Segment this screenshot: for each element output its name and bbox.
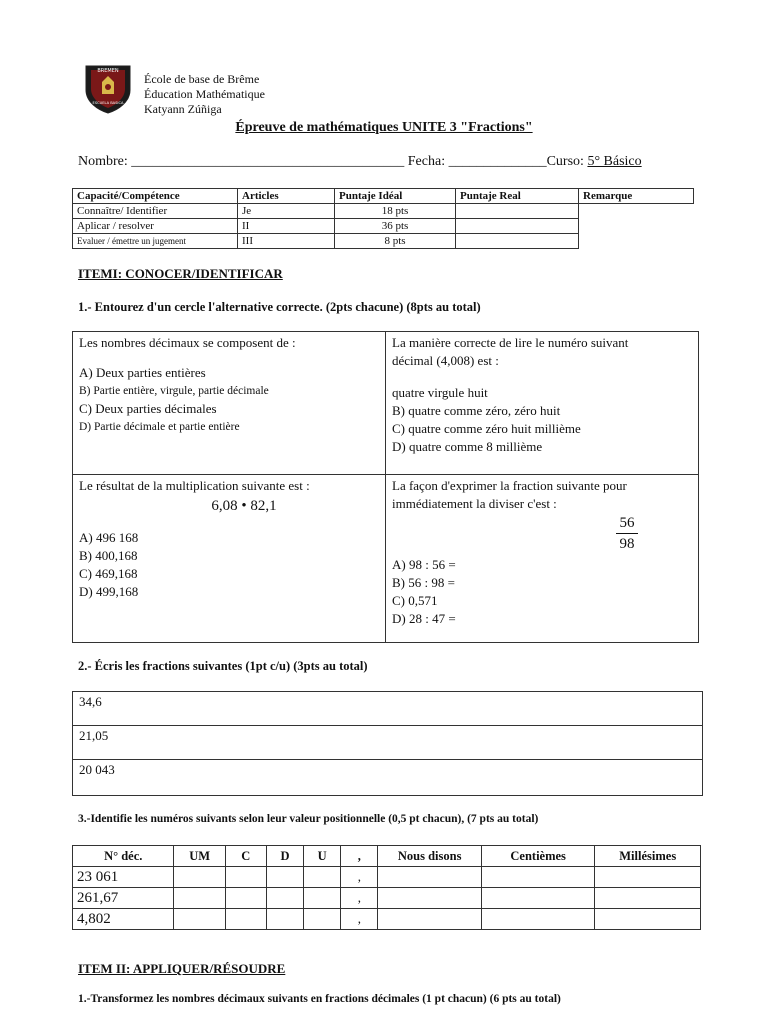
real-cell[interactable] bbox=[456, 219, 579, 234]
header-u: U bbox=[304, 846, 341, 867]
mcq-grid bbox=[72, 331, 699, 643]
option-c[interactable]: C) Deux parties décimales bbox=[79, 401, 217, 416]
comma-cell: , bbox=[341, 909, 378, 930]
number-cell: 23 061 bbox=[73, 867, 174, 888]
fraction-numerator: 56 bbox=[616, 513, 638, 534]
header-c: C bbox=[225, 846, 266, 867]
number-cell: 4,802 bbox=[73, 909, 174, 930]
question-text: Le résultat de la multiplication suivante est : bbox=[79, 478, 310, 493]
option-a[interactable]: A) Deux parties entières bbox=[79, 365, 206, 380]
header-real: Puntaje Real bbox=[456, 189, 579, 204]
comma-cell: , bbox=[341, 888, 378, 909]
real-cell[interactable] bbox=[456, 204, 579, 219]
table-row bbox=[73, 888, 701, 909]
header-millesimes: Millésimes bbox=[595, 846, 701, 867]
article-cell: III bbox=[238, 234, 335, 249]
table-row bbox=[73, 204, 694, 219]
option-a[interactable]: A) 98 : 56 = bbox=[392, 557, 456, 572]
option-b[interactable]: B) quatre comme zéro, zéro huit bbox=[392, 403, 561, 418]
teacher-name: Katyann Zúñiga bbox=[144, 102, 222, 116]
place-value-table bbox=[72, 845, 701, 930]
option-c[interactable]: C) quatre comme zéro huit millième bbox=[392, 421, 581, 436]
real-cell[interactable] bbox=[456, 234, 579, 249]
student-info-row bbox=[78, 154, 642, 170]
table-row[interactable] bbox=[73, 692, 702, 726]
school-logo bbox=[82, 64, 134, 114]
option-c[interactable]: C) 0,571 bbox=[392, 593, 438, 608]
mcq-cell-fraction bbox=[386, 475, 698, 630]
ideal-cell: 36 pts bbox=[335, 219, 456, 234]
fecha-label: Fecha: bbox=[407, 154, 446, 169]
question-text: décimal (4,008) est : bbox=[392, 353, 499, 368]
ideal-cell: 18 pts bbox=[335, 204, 456, 219]
header-comma: , bbox=[341, 846, 378, 867]
table-row[interactable] bbox=[73, 726, 702, 760]
table-row bbox=[73, 234, 694, 249]
item2-heading: ITEM II: APPLIQUER/RÉSOUDRE bbox=[78, 961, 286, 976]
exam-title: Épreuve de mathématiques UNITE 3 "Fractions" bbox=[235, 120, 533, 135]
option-d[interactable]: D) quatre comme 8 millième bbox=[392, 439, 543, 454]
item1-heading: ITEMI: CONOCER/IDENTIFICAR bbox=[78, 266, 283, 281]
option-b[interactable]: B) Partie entière, virgule, partie décimale bbox=[79, 385, 269, 397]
competence-cell: Aplicar / resolver bbox=[73, 219, 238, 234]
q1-prompt: 1.- Entourez d'un cercle l'alternative correcte. (2pts chacune) (8pts au total) bbox=[78, 300, 481, 314]
curso-label: Curso: bbox=[546, 154, 584, 169]
expression: 6,08 • 82,1 bbox=[211, 498, 277, 514]
article-cell: Je bbox=[238, 204, 335, 219]
header-competence: Capacité/Compétence bbox=[73, 189, 238, 204]
option-d[interactable]: D) 499,168 bbox=[79, 584, 139, 599]
curso-value: 5° Básico bbox=[587, 154, 642, 169]
svg-text:BREMEN: BREMEN bbox=[97, 68, 119, 74]
question-text: La façon d'exprimer la fraction suivante pour bbox=[392, 478, 627, 493]
fecha-field[interactable]: ______________ bbox=[448, 154, 547, 169]
question-text: La manière correcte de lire le numéro suivant bbox=[392, 335, 629, 350]
question-text: immédiatement la diviser c'est : bbox=[392, 496, 557, 511]
nombre-label: Nombre: bbox=[78, 154, 128, 169]
option-a[interactable]: A) 496 168 bbox=[79, 530, 139, 545]
option-b[interactable]: B) 400,168 bbox=[79, 548, 138, 563]
header-d: D bbox=[266, 846, 303, 867]
item2-q1-prompt: 1.-Transformez les nombres décimaux suivants en fractions décimales (1 pt chacun) (6 pts au total) bbox=[78, 993, 561, 1005]
header-remarque: Remarque bbox=[579, 189, 694, 204]
score-table bbox=[72, 188, 694, 249]
mcq-cell-reading bbox=[386, 332, 698, 458]
header-articles: Articles bbox=[238, 189, 335, 204]
option-c[interactable]: C) 469,168 bbox=[79, 566, 138, 581]
fraction bbox=[616, 513, 638, 554]
mcq-cell-decimals bbox=[73, 332, 385, 438]
table-row bbox=[73, 909, 701, 930]
decimal-value: 34,6 bbox=[79, 694, 102, 709]
q2-prompt: 2.- Écris les fractions suivantes (1pt c/u) (3pts au total) bbox=[78, 659, 368, 673]
decimal-value: 21,05 bbox=[79, 728, 109, 743]
svg-text:ESCUELA BASICA: ESCUELA BASICA bbox=[92, 101, 124, 105]
header-ideal: Puntaje Idéal bbox=[335, 189, 456, 204]
school-name: École de base de Brême bbox=[144, 72, 260, 86]
header-nous-disons: Nous disons bbox=[378, 846, 481, 867]
q3-prompt: 3.-Identifie les numéros suivants selon leur valeur positionnelle (0,5 pt chacun), (7 pts au total) bbox=[78, 813, 539, 825]
subject-name: Éducation Mathématique bbox=[144, 87, 265, 101]
header-um: UM bbox=[174, 846, 225, 867]
number-cell: 261,67 bbox=[73, 888, 174, 909]
table-row bbox=[73, 867, 701, 888]
fraction-denominator: 98 bbox=[619, 536, 635, 552]
table-row bbox=[73, 219, 694, 234]
school-info bbox=[144, 72, 265, 117]
option-d[interactable]: D) Partie décimale et partie entière bbox=[79, 421, 240, 433]
article-cell: II bbox=[238, 219, 335, 234]
option-a[interactable]: quatre virgule huit bbox=[392, 385, 488, 400]
competence-cell: Connaître/ Identifier bbox=[73, 204, 238, 219]
nombre-field[interactable]: _______________________________________ bbox=[131, 154, 405, 169]
decimal-value: 20 043 bbox=[79, 762, 115, 777]
header-num: N° déc. bbox=[73, 846, 174, 867]
comma-cell: , bbox=[341, 867, 378, 888]
write-fractions-table bbox=[72, 691, 703, 796]
competence-cell: Evaluer / émettre un jugement bbox=[73, 234, 238, 249]
header-centiemes: Centièmes bbox=[481, 846, 595, 867]
option-d[interactable]: D) 28 : 47 = bbox=[392, 611, 456, 626]
option-b[interactable]: B) 56 : 98 = bbox=[392, 575, 455, 590]
table-row[interactable] bbox=[73, 760, 702, 795]
ideal-cell: 8 pts bbox=[335, 234, 456, 249]
mcq-cell-multiplication bbox=[73, 475, 385, 603]
question-text: Les nombres décimaux se composent de : bbox=[79, 335, 296, 350]
